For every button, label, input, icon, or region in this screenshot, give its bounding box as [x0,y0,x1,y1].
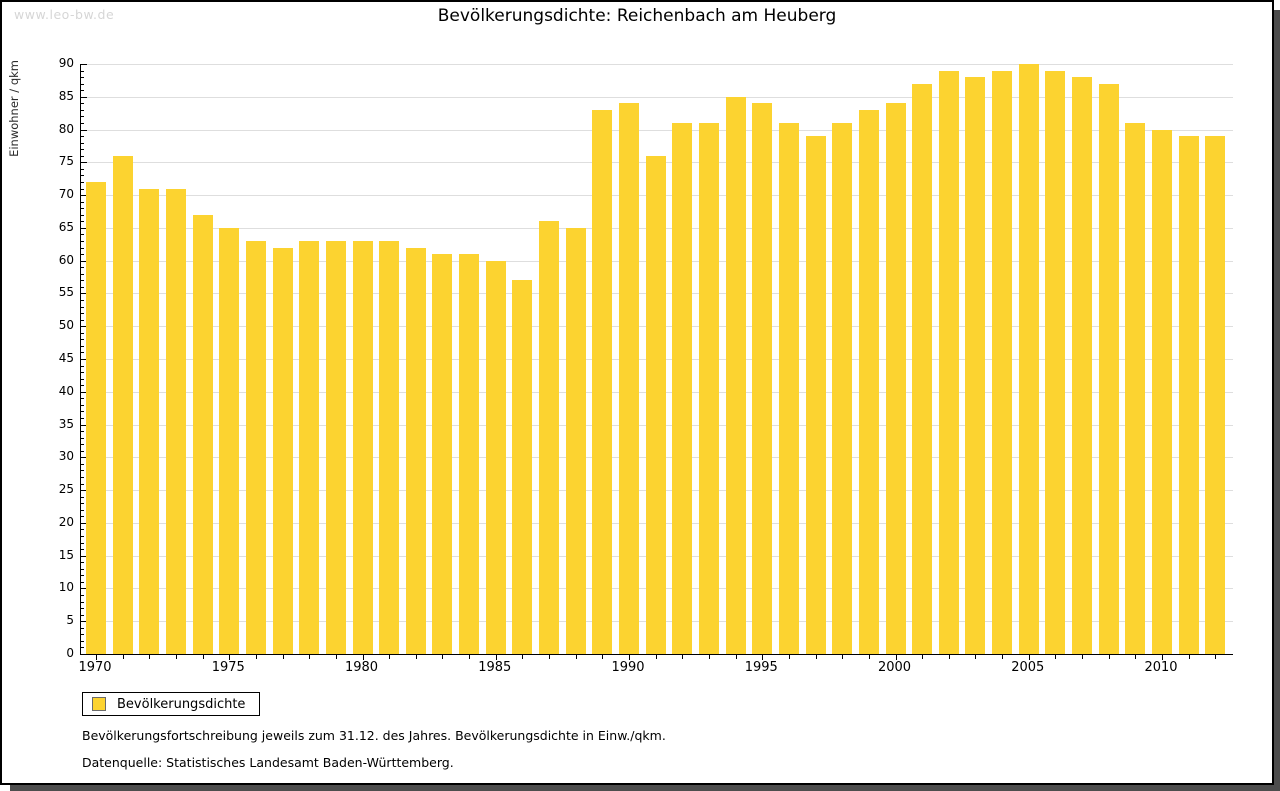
bar-1983 [432,254,452,654]
y-tick-53 [81,307,84,308]
y-tick-label-15: 15 [58,547,74,562]
x-tick-1981 [389,655,390,659]
bar-1980 [353,241,373,654]
x-tick-1992 [682,655,683,659]
y-tick-22 [81,510,84,511]
x-tick-2006 [1055,655,1056,659]
y-tick-74 [81,169,84,170]
y-tick-79 [81,136,84,137]
chart-title: Bevölkerungsdichte: Reichenbach am Heuberg [437,6,837,26]
y-tick-71 [81,189,84,190]
y-tick-52 [81,313,84,314]
y-tick-label-0: 0 [66,646,74,660]
y-tick-24 [81,497,84,498]
y-tick-61 [81,254,84,255]
bar-2010 [1152,130,1172,654]
y-tick-label-20: 20 [58,514,74,529]
y-tick-label-90: 90 [58,56,74,70]
y-tick-label-80: 80 [58,121,74,136]
x-tick-1976 [256,655,257,659]
y-tick-87 [81,84,84,85]
y-tick-84 [81,103,84,104]
x-tick-1993 [709,655,710,659]
x-tick-1989 [602,655,603,659]
y-tick-19 [81,529,84,530]
bar-1970 [86,182,106,654]
bar-2008 [1099,84,1119,654]
x-tick-2002 [949,655,950,659]
y-tick-90 [81,64,87,65]
bar-1994 [726,97,746,654]
x-tick-1982 [416,655,417,659]
x-tick-2004 [1002,655,1003,659]
y-tick-44 [81,366,84,367]
bar-1992 [672,123,692,654]
drop-shadow-bottom [10,785,1274,791]
bar-2012 [1205,136,1225,654]
x-tick-label-1985: 1985 [478,660,512,675]
y-tick-36 [81,418,84,419]
y-tick-57 [81,280,84,281]
bar-1987 [539,221,559,654]
y-tick-34 [81,431,84,432]
x-tick-1988 [576,655,577,659]
bar-1978 [299,241,319,654]
bar-1998 [832,123,852,654]
y-tick-label-25: 25 [58,482,74,497]
bar-1996 [779,123,799,654]
x-tick-label-2010: 2010 [1144,660,1178,675]
bar-2000 [886,103,906,654]
y-tick-75 [81,162,87,163]
plot-area [80,64,1233,655]
bar-1989 [592,110,612,654]
y-tick-label-30: 30 [58,449,74,464]
y-tick-80 [81,130,87,131]
y-tick-66 [81,221,84,222]
bar-1982 [406,248,426,654]
y-tick-78 [81,143,84,144]
y-tick-label-35: 35 [58,416,74,431]
y-tick-37 [81,411,84,412]
y-tick-83 [81,110,84,111]
x-tick-1983 [442,655,443,659]
bar-2002 [939,71,959,654]
bar-2006 [1045,71,1065,654]
bar-2003 [965,77,985,654]
y-tick-31 [81,451,84,452]
y-tick-label-70: 70 [58,187,74,202]
y-tick-59 [81,267,84,268]
y-tick-46 [81,352,84,353]
y-tick-41 [81,385,84,386]
bar-2007 [1072,77,1092,654]
bar-1999 [859,110,879,654]
bar-2004 [992,71,1012,654]
x-tick-1971 [123,655,124,659]
watermark: www.leo-bw.de [14,7,115,22]
y-tick-29 [81,464,84,465]
bar-1981 [379,241,399,654]
y-tick-72 [81,182,84,183]
y-tick-89 [81,71,84,72]
y-tick-73 [81,175,84,176]
y-tick-4 [81,628,84,629]
bar-1995 [752,103,772,654]
y-tick-56 [81,287,84,288]
x-tick-2007 [1082,655,1083,659]
y-tick-7 [81,608,84,609]
bar-1985 [486,261,506,654]
x-tick-label-1995: 1995 [744,660,778,675]
y-tick-77 [81,149,84,150]
x-tick-1977 [283,655,284,659]
x-tick-label-2000: 2000 [877,660,912,675]
y-tick-6 [81,615,84,616]
bar-1973 [166,189,186,654]
gridline-90 [81,64,1233,65]
x-tick-2003 [975,655,976,659]
y-tick-8 [81,602,84,603]
y-tick-2 [81,641,84,642]
y-tick-63 [81,241,84,242]
y-tick-label-45: 45 [58,351,74,365]
y-tick-48 [81,339,84,340]
y-tick-47 [81,346,84,347]
y-tick-label-10: 10 [58,580,74,595]
x-tick-2011 [1189,655,1190,659]
x-tick-1978 [309,655,310,659]
bar-1990 [619,103,639,654]
y-tick-13 [81,569,84,570]
bar-1997 [806,136,826,654]
x-tick-1987 [549,655,550,659]
y-axis-title: Einwohner / qkm [7,60,21,157]
y-tick-69 [81,202,84,203]
x-tick-label-1970: 1970 [78,660,112,675]
y-tick-label-55: 55 [58,285,74,300]
bar-2005 [1019,64,1039,654]
y-tick-label-75: 75 [58,154,74,169]
y-tick-49 [81,333,84,334]
x-tick-2009 [1135,655,1136,659]
x-tick-1974 [203,655,204,659]
bar-2009 [1125,123,1145,654]
x-tick-label-1990: 1990 [611,660,645,675]
y-tick-label-60: 60 [58,252,74,267]
y-tick-26 [81,484,84,485]
y-tick-68 [81,208,84,209]
legend-label: Bevölkerungsdichte [117,696,246,712]
y-tick-64 [81,234,84,235]
bar-2001 [912,84,932,654]
y-tick-28 [81,470,84,471]
y-tick-38 [81,405,84,406]
bar-2011 [1179,136,1199,654]
x-tick-2012 [1215,655,1216,659]
footnote-source: Datenquelle: Statistisches Landesamt Baden-Württemberg. [82,755,454,770]
bar-1984 [459,254,479,654]
legend [82,692,260,716]
y-tick-label-85: 85 [58,88,74,103]
x-tick-1996 [789,655,790,659]
x-tick-1986 [522,655,523,659]
y-tick-88 [81,77,84,78]
y-tick-label-40: 40 [58,383,74,398]
x-tick-1991 [656,655,657,659]
y-tick-18 [81,536,84,537]
y-tick-33 [81,438,84,439]
x-tick-1997 [816,655,817,659]
y-tick-21 [81,516,84,517]
bar-1975 [219,228,239,654]
x-tick-label-1975: 1975 [211,660,245,675]
y-tick-14 [81,562,84,563]
y-tick-23 [81,503,84,504]
bar-1977 [273,248,293,654]
y-tick-42 [81,379,84,380]
y-tick-82 [81,116,84,117]
y-tick-3 [81,634,84,635]
y-tick-43 [81,372,84,373]
y-tick-39 [81,398,84,399]
y-tick-label-50: 50 [58,318,74,333]
bar-1991 [646,156,666,654]
y-tick-16 [81,549,84,550]
bar-1979 [326,241,346,654]
bar-1993 [699,123,719,654]
x-tick-2001 [922,655,923,659]
x-tick-label-1980: 1980 [344,660,379,675]
y-tick-9 [81,595,84,596]
y-tick-76 [81,156,84,157]
y-tick-54 [81,300,84,301]
x-tick-1999 [869,655,870,659]
y-tick-62 [81,248,84,249]
y-tick-86 [81,90,84,91]
y-tick-81 [81,123,84,124]
bar-1971 [113,156,133,654]
footnote-method: Bevölkerungsfortschreibung jeweils zum 31.12. des Jahres. Bevölkerungsdichte in Einw./qkm. [82,728,666,743]
x-tick-1979 [336,655,337,659]
y-tick-label-5: 5 [66,613,74,628]
y-tick-11 [81,582,84,583]
y-tick-32 [81,444,84,445]
bar-1972 [139,189,159,654]
x-tick-1972 [149,655,150,659]
legend-swatch [92,697,106,711]
y-tick-67 [81,215,84,216]
y-tick-51 [81,320,84,321]
y-tick-58 [81,274,84,275]
x-tick-1994 [736,655,737,659]
bar-1976 [246,241,266,654]
x-tick-1984 [469,655,470,659]
bar-1974 [193,215,213,654]
y-tick-27 [81,477,84,478]
bar-1986 [512,280,532,654]
x-tick-2008 [1109,655,1110,659]
y-tick-17 [81,543,84,544]
x-tick-1973 [176,655,177,659]
bar-1988 [566,228,586,654]
x-tick-label-2005: 2005 [1011,660,1045,675]
y-tick-label-65: 65 [58,219,74,234]
drop-shadow-right [1274,10,1280,791]
y-tick-1 [81,647,84,648]
x-tick-1998 [842,655,843,659]
y-tick-12 [81,575,84,576]
y-tick-85 [81,97,87,98]
